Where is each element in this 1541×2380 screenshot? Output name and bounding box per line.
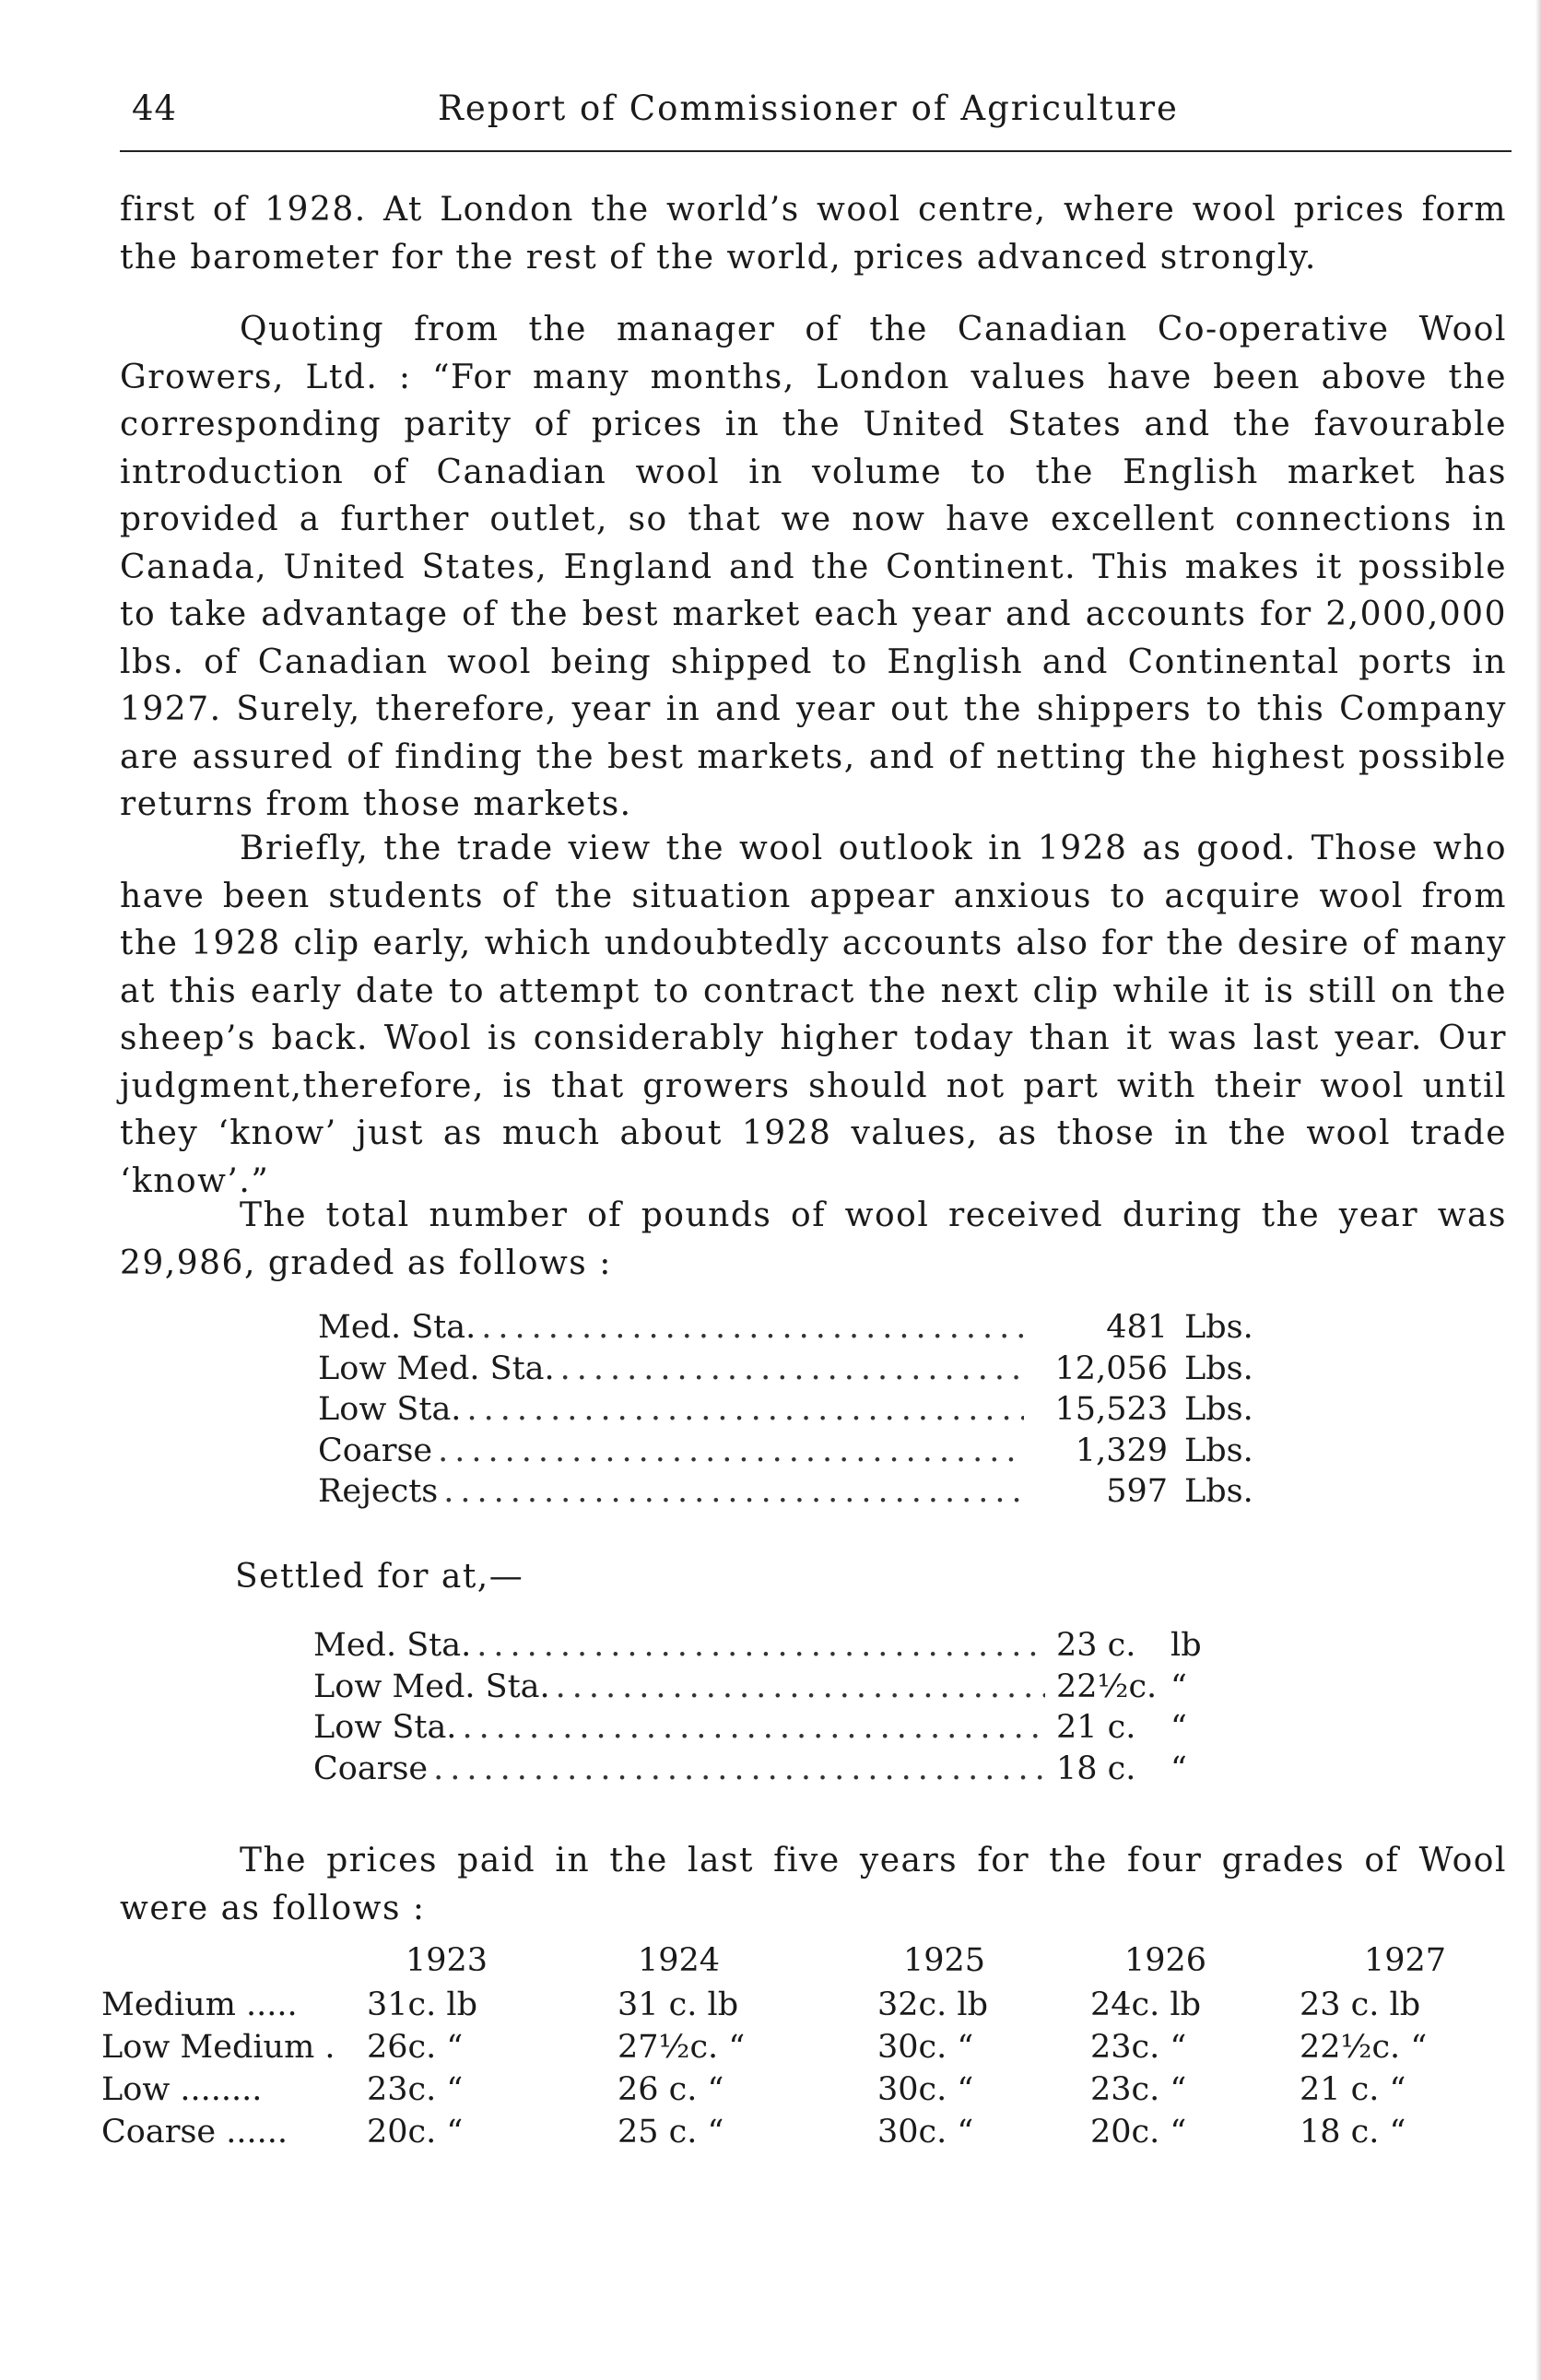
grade-amount: 481: [1106, 1309, 1168, 1346]
table-row: [101, 1986, 1502, 2029]
running-head: Report of Commissioner of Agriculture: [438, 88, 1179, 128]
grade-label: Med. Sta.: [318, 1309, 476, 1346]
grade-label: Coarse: [318, 1432, 433, 1469]
price-cell: 23c. “: [1090, 2071, 1187, 2108]
page-number: 44: [132, 88, 178, 128]
list-item: [313, 1750, 1281, 1792]
price-cell: 23c. “: [367, 2071, 464, 2108]
dot-leader: [443, 1473, 1024, 1510]
table-row: [101, 2029, 1502, 2071]
dot-leader: [466, 1391, 1024, 1428]
grade-label: Low Med. Sta.: [313, 1667, 550, 1705]
page-edge-shadow: [1535, 0, 1541, 2380]
price-cell: 20c. “: [1090, 2114, 1187, 2150]
settled-price: 21 c.: [1056, 1709, 1136, 1746]
grades-received-list: [318, 1309, 1286, 1514]
list-item: [318, 1309, 1286, 1350]
price-cell: 32c. lb: [877, 1986, 988, 2023]
price-unit: “: [1170, 1750, 1187, 1787]
list-item: [313, 1709, 1281, 1750]
grade-unit: Lbs.: [1184, 1349, 1253, 1387]
grade-amount: 1,329: [1075, 1432, 1168, 1469]
price-cell: 26c. “: [367, 2029, 464, 2066]
settled-price: 22½c.: [1056, 1667, 1158, 1705]
prices-intro: The prices paid in the last five years for the four grades of Wool were as follows :: [120, 1842, 1507, 1927]
header-rule: [120, 150, 1512, 152]
list-item: [318, 1473, 1286, 1514]
price-table: [101, 1942, 1502, 2156]
price-cell: 21 c. “: [1300, 2071, 1406, 2108]
price-unit: “: [1170, 1709, 1187, 1746]
grade-unit: Lbs.: [1184, 1391, 1253, 1428]
grade-cell: Low Medium .: [101, 2029, 335, 2066]
grade-amount: 15,523: [1054, 1391, 1168, 1428]
grade-cell: Medium .....: [101, 1986, 298, 2023]
year-header: 1925: [903, 1942, 986, 1979]
grade-amount: 12,056: [1054, 1349, 1168, 1387]
dot-leader: [433, 1750, 1045, 1787]
price-cell: 25 c. “: [618, 2114, 724, 2150]
price-cell: 27½c. “: [618, 2029, 746, 2066]
dot-leader: [481, 1309, 1024, 1346]
price-cell: 30c. “: [877, 2071, 974, 2108]
grade-label: Low Sta.: [318, 1391, 462, 1428]
paragraph-1: first of 1928. At London the world’s wool centre, where wool prices form the barometer for the rest of the world, prices advanced strongly.: [120, 191, 1507, 277]
year-header: 1926: [1124, 1942, 1207, 1979]
price-unit: lb: [1170, 1627, 1202, 1664]
dot-leader: [556, 1668, 1045, 1705]
paragraph-4: The total number of pounds of wool received during the year was 29,986, graded as follows :: [120, 1196, 1507, 1282]
grade-cell: Low ........: [101, 2071, 263, 2108]
page-header: [124, 88, 1502, 144]
settled-price: 18 c.: [1056, 1750, 1136, 1787]
grade-unit: Lbs.: [1184, 1432, 1253, 1469]
price-cell: 22½c. “: [1300, 2029, 1428, 2066]
price-cell: 23 c. lb: [1300, 1986, 1421, 2023]
table-row: [101, 2114, 1502, 2156]
grade-label: Coarse: [313, 1750, 429, 1787]
list-item: [318, 1432, 1286, 1474]
price-cell: 26 c. “: [618, 2071, 724, 2108]
table-header-row: [101, 1942, 1502, 1986]
table-row: [101, 2071, 1502, 2114]
year-header: 1927: [1364, 1942, 1447, 1979]
grade-unit: Lbs.: [1184, 1473, 1253, 1510]
paragraph-3: Briefly, the trade view the wool outlook in 1928 as good. Those who have been students of the situation appear anxious to acquire wool from the 1928 clip early, which undoubtedly accounts also for the desire of many at this early date to attempt to contract the next clip while it is still on the sheep’s back. Wool is considerably higher today than it was last year. Our judgment,therefore, is that growers should not part with their wool until they ‘know’ just as much about 1928 values, as those in the wool trade ‘know’.”: [120, 830, 1507, 1200]
dot-leader: [438, 1432, 1024, 1469]
dot-leader: [462, 1709, 1045, 1746]
year-header: 1924: [638, 1942, 721, 1979]
list-item: [313, 1668, 1281, 1710]
grade-label: Rejects: [318, 1473, 439, 1510]
grade-label: Low Med. Sta.: [318, 1349, 555, 1387]
year-header: 1923: [406, 1942, 488, 1979]
dot-leader: [476, 1627, 1045, 1664]
price-cell: 30c. “: [877, 2114, 974, 2150]
grade-label: Low Sta.: [313, 1709, 457, 1746]
grade-label: Med. Sta.: [313, 1627, 472, 1664]
settled-prices-list: [313, 1627, 1281, 1791]
price-cell: 24c. lb: [1090, 1986, 1201, 2023]
settled-label: Settled for at,—: [235, 1558, 524, 1596]
grade-cell: Coarse ......: [101, 2114, 288, 2150]
grade-amount: 597: [1106, 1473, 1168, 1510]
price-cell: 18 c. “: [1300, 2114, 1406, 2150]
settled-price: 23 c.: [1056, 1627, 1136, 1664]
price-unit: “: [1170, 1667, 1187, 1705]
price-cell: 31 c. lb: [618, 1986, 739, 2023]
list-item: [313, 1627, 1281, 1668]
price-cell: 20c. “: [367, 2114, 464, 2150]
paragraph-2: Quoting from the manager of the Canadian Co-operative Wool Growers, Ltd. : “For many months, London values have been above the corresponding parity of prices in the United States and the favourable introduction of Canadian wool in volume to the English market has provided a further outlet, so that we now have excellent connections in Canada, United States, England and the Continent. This makes it possible to take advantage of the best market each year and accounts for 2,000,000 lbs. of Canadian wool being shipped to English and Continental ports in 1927. Surely, therefore, year in and year out the shippers to this Company are assured of finding the best markets, and of netting the highest possible returns from those markets.: [120, 311, 1507, 823]
grade-unit: Lbs.: [1184, 1309, 1253, 1346]
list-item: [318, 1391, 1286, 1432]
price-cell: 31c. lb: [367, 1986, 477, 2023]
list-item: [318, 1350, 1286, 1392]
price-cell: 30c. “: [877, 2029, 974, 2066]
dot-leader: [560, 1350, 1024, 1387]
price-cell: 23c. “: [1090, 2029, 1187, 2066]
